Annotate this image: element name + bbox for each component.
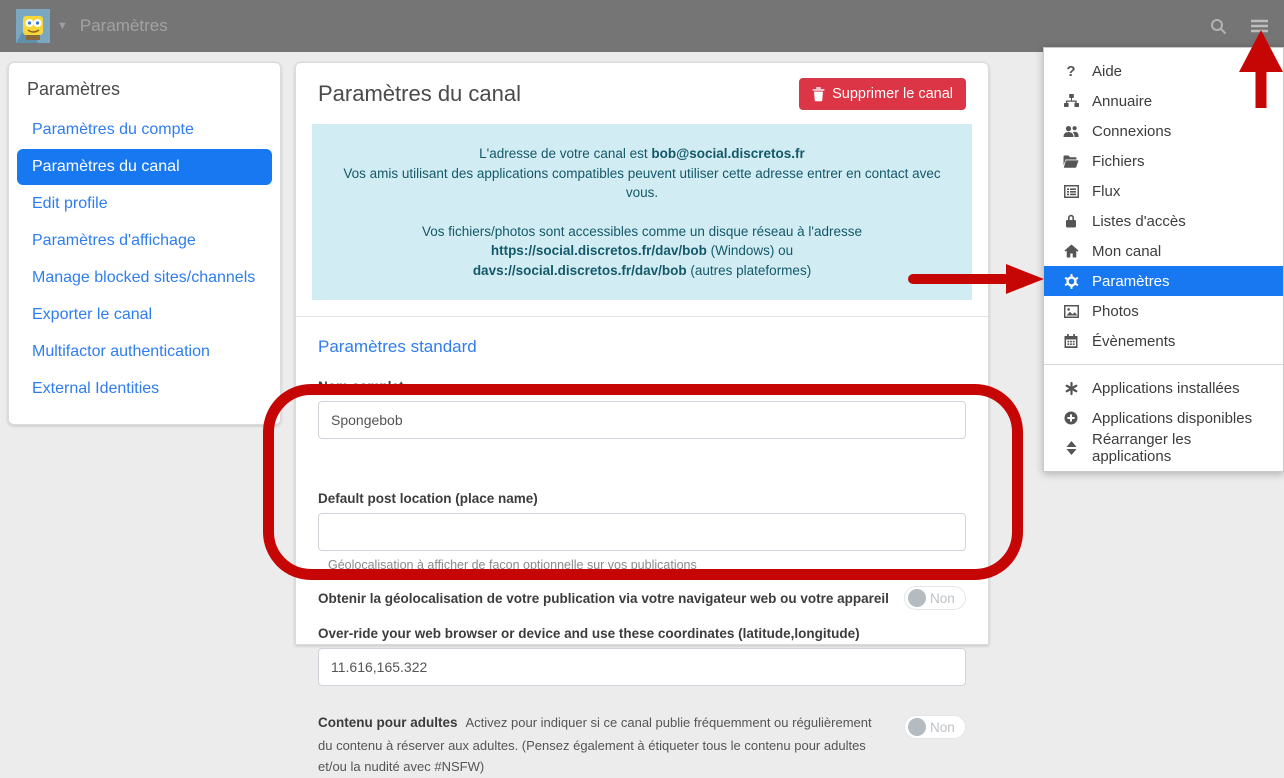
dav-davs-suffix: (autres plateformes): [686, 262, 812, 278]
connections-icon: [1063, 125, 1079, 138]
dav-davs-url: davs://social.discretos.fr/dav/bob: [472, 262, 687, 278]
sidebar-item-external-identities[interactable]: External Identities: [32, 380, 160, 397]
photos-icon: [1063, 305, 1079, 318]
adult-content-text: [318, 712, 883, 777]
toggle-knob: [908, 589, 926, 607]
fullname-group: [318, 379, 966, 439]
hamburger-menu-icon[interactable]: [1251, 19, 1268, 33]
help-icon: ?: [1066, 62, 1076, 80]
menu-item-files[interactable]: Fichiers: [1044, 146, 1283, 176]
plus-circle-icon: [1063, 411, 1079, 425]
adult-content-description: Activez pour indiquer si ce canal publie fréquemment ou régulièrement du contenu à réserver aux adultes. (Pensez également à étiqueter tous le contenu pour adultes et/ou la nudité avec #NSFW): [318, 715, 872, 775]
menu-item-rearrange-apps[interactable]: Réarranger les applications: [1044, 433, 1283, 463]
location-helper-text: Géolocalisation à afficher de façon optionnelle sur vos publications: [328, 558, 697, 573]
navbar-title: Paramètres: [79, 16, 168, 35]
location-input[interactable]: [318, 513, 966, 551]
sidebar-item-account-settings[interactable]: Paramètres du compte: [32, 121, 194, 138]
menu-item-photos[interactable]: Photos: [1044, 296, 1283, 326]
sidebar-item-multifactor-auth[interactable]: Multifactor authentication: [32, 343, 210, 360]
asterisk-icon: [1063, 382, 1079, 395]
coordinates-input[interactable]: [318, 648, 966, 686]
info-line2: Vos amis utilisant des applications compatibles peuvent utiliser cette adresse entrer en contact avec vous.: [343, 165, 941, 201]
dav-https-suffix: (Windows) ou: [706, 243, 794, 259]
standard-settings-heading[interactable]: Paramètres standard: [318, 337, 477, 357]
fullname-label: Nom complet: [318, 379, 404, 395]
sidebar-item-export-channel[interactable]: Exporter le canal: [32, 306, 153, 323]
fullname-input[interactable]: [318, 401, 966, 439]
delete-channel-button[interactable]: [799, 78, 966, 110]
directory-icon: [1063, 94, 1079, 108]
menu-item-directory[interactable]: Annuaire: [1044, 86, 1283, 116]
info-line3: Vos fichiers/photos sont accessibles comme un disque réseau à l'adresse: [421, 223, 863, 239]
page-title: Paramètres du canal: [318, 81, 521, 106]
adult-content-label: Contenu pour adultes: [318, 715, 458, 731]
location-label: Default post location (place name): [318, 491, 538, 507]
sidebar-item-edit-profile[interactable]: Edit profile: [32, 195, 108, 212]
app-dropdown-menu: [1043, 47, 1284, 472]
files-icon: [1063, 155, 1079, 168]
menu-item-installed-apps[interactable]: Applications installées: [1044, 373, 1283, 403]
sort-icon: [1063, 441, 1079, 455]
channel-address: bob@social.discretos.fr: [651, 146, 805, 161]
channel-address-info: [312, 124, 972, 300]
menu-item-feeds[interactable]: Flux: [1044, 176, 1283, 206]
menu-item-help[interactable]: ? Aide: [1044, 56, 1283, 86]
sidebar-item-channel-settings[interactable]: Paramètres du canal: [17, 149, 272, 185]
avatar[interactable]: [16, 9, 50, 43]
menu-item-access-lists[interactable]: Listes d'accès: [1044, 206, 1283, 236]
channel-settings-panel: [295, 62, 989, 775]
delete-channel-label: Supprimer le canal: [832, 86, 953, 102]
toggle-knob: [908, 718, 926, 736]
geoloc-toggle-state: Non: [930, 590, 955, 606]
menu-item-available-apps[interactable]: Applications disponibles: [1044, 403, 1283, 433]
home-icon: [1063, 244, 1079, 258]
menu-item-my-channel[interactable]: Mon canal: [1044, 236, 1283, 266]
panel-header: [296, 63, 988, 124]
top-navbar: [0, 0, 1284, 52]
feeds-icon: [1063, 185, 1079, 198]
adult-toggle-state: Non: [930, 719, 955, 735]
menu-item-connections[interactable]: Connexions: [1044, 116, 1283, 146]
menu-divider: [1044, 364, 1283, 365]
sidebar-heading: Paramètres: [27, 79, 121, 99]
sidebar-item-display-settings[interactable]: Paramètres d'affichage: [32, 232, 196, 249]
standard-settings-section: [296, 317, 988, 777]
search-icon[interactable]: [1210, 18, 1227, 35]
adult-content-toggle[interactable]: [904, 715, 966, 739]
settings-sidebar: [8, 62, 281, 425]
calendar-icon: [1063, 334, 1079, 348]
geoloc-toggle-row: [318, 586, 966, 610]
geoloc-toggle-label: Obtenir la géolocalisation de votre publication via votre navigateur web ou votre appareil: [318, 590, 889, 606]
geoloc-toggle[interactable]: [904, 586, 966, 610]
coordinates-label: Over-ride your web browser or device and use these coordinates (latitude,longitude): [318, 626, 860, 642]
adult-content-row: [318, 712, 966, 777]
info-line1-prefix: L'adresse de votre canal est: [479, 146, 652, 161]
trash-icon: [812, 87, 825, 101]
location-group: [318, 491, 966, 572]
coordinates-group: [318, 626, 966, 686]
lock-icon: [1063, 214, 1079, 228]
gear-icon: [1063, 274, 1079, 289]
menu-item-settings[interactable]: Paramètres: [1044, 266, 1283, 296]
chevron-down-icon[interactable]: ▼: [57, 20, 68, 32]
dav-https-url: https://social.discretos.fr/dav/bob: [490, 243, 707, 259]
menu-item-events[interactable]: Évènements: [1044, 326, 1283, 356]
sidebar-item-blocked-sites[interactable]: Manage blocked sites/channels: [32, 269, 256, 286]
